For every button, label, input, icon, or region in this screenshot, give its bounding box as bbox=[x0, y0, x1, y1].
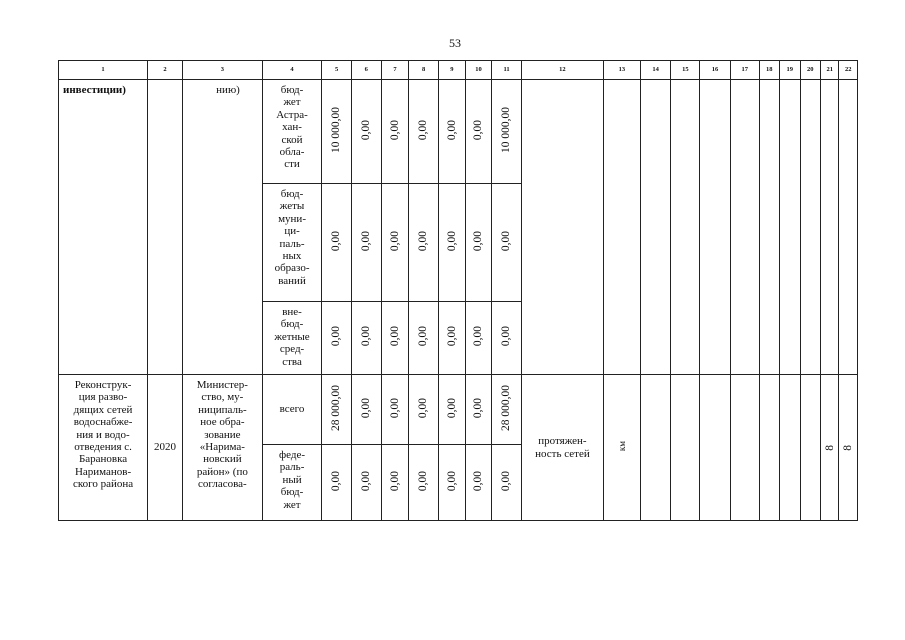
value-text: 0,00 bbox=[388, 397, 401, 418]
unit-cell bbox=[603, 375, 640, 521]
value-cell bbox=[465, 80, 492, 184]
value-text: 0,00 bbox=[445, 230, 458, 251]
value-text: 0,00 bbox=[417, 230, 430, 251]
value-cell bbox=[439, 80, 466, 184]
table-row bbox=[59, 80, 858, 184]
empty-cell bbox=[671, 80, 700, 375]
header-cell: 16 bbox=[700, 61, 731, 80]
value-text: 0,00 bbox=[445, 470, 458, 491]
value-cell bbox=[492, 302, 522, 375]
value-text: 0,00 bbox=[472, 326, 485, 347]
header-row bbox=[59, 61, 858, 80]
value-cell bbox=[492, 445, 522, 521]
header-cell: 9 bbox=[439, 61, 466, 80]
value-text: 28 000,00 bbox=[500, 384, 513, 431]
value-cell bbox=[465, 375, 492, 445]
value-cell bbox=[322, 302, 352, 375]
value-cell bbox=[492, 184, 522, 302]
value-cell bbox=[821, 375, 839, 521]
funding-source-cell: вне- бюд- жетные сред- ства bbox=[262, 302, 321, 375]
empty-cell bbox=[700, 80, 731, 375]
indicator-cell bbox=[521, 80, 603, 375]
value-cell bbox=[439, 302, 466, 375]
value-text: 0,00 bbox=[417, 119, 430, 140]
empty-cell bbox=[730, 80, 759, 375]
value-text: 0,00 bbox=[388, 470, 401, 491]
value-text: 0,00 bbox=[330, 470, 343, 491]
value-cell bbox=[439, 184, 466, 302]
header-cell: 20 bbox=[800, 61, 820, 80]
value-cell bbox=[381, 184, 409, 302]
value-cell bbox=[409, 302, 439, 375]
value-cell bbox=[322, 375, 352, 445]
value-cell bbox=[465, 302, 492, 375]
value-cell bbox=[409, 184, 439, 302]
header-cell: 2 bbox=[148, 61, 183, 80]
header-cell: 5 bbox=[322, 61, 352, 80]
value-cell bbox=[351, 184, 381, 302]
value-text: 0,00 bbox=[500, 230, 513, 251]
value-text: 0,00 bbox=[500, 470, 513, 491]
empty-cell bbox=[640, 80, 671, 375]
project-name-cell: инвестиции) bbox=[59, 80, 148, 375]
year-cell: 2020 bbox=[148, 375, 183, 521]
executor-cell: Министер- ство, му- ниципаль- ное обра- зование «Нарима- новский район» (по согласова- bbox=[182, 375, 262, 521]
header-cell: 19 bbox=[780, 61, 800, 80]
value-text: 0,00 bbox=[500, 326, 513, 347]
unit-cell bbox=[603, 80, 640, 375]
header-cell: 21 bbox=[821, 61, 839, 80]
value-text: 0,00 bbox=[360, 397, 373, 418]
value-text: 8 bbox=[842, 444, 855, 451]
empty-cell bbox=[800, 80, 820, 375]
value-cell bbox=[322, 445, 352, 521]
header-cell: 11 bbox=[492, 61, 522, 80]
value-text: 10 000,00 bbox=[330, 106, 343, 153]
table-row bbox=[59, 375, 858, 445]
value-text: 0,00 bbox=[417, 326, 430, 347]
empty-cell bbox=[821, 80, 839, 375]
empty-cell bbox=[780, 80, 800, 375]
value-text: 8 bbox=[823, 444, 836, 451]
empty-cell bbox=[759, 375, 779, 521]
value-text: 0,00 bbox=[388, 230, 401, 251]
value-cell bbox=[351, 80, 381, 184]
value-cell bbox=[409, 80, 439, 184]
header-cell: 12 bbox=[521, 61, 603, 80]
header-cell: 3 bbox=[182, 61, 262, 80]
value-cell bbox=[381, 80, 409, 184]
funding-source-cell: бюд- жеты муни- ци- паль- ных образо- ваний bbox=[262, 184, 321, 302]
value-cell bbox=[381, 375, 409, 445]
header-cell: 18 bbox=[759, 61, 779, 80]
value-text: 0,00 bbox=[388, 326, 401, 347]
value-cell bbox=[351, 302, 381, 375]
value-text: 10 000,00 bbox=[500, 106, 513, 153]
value-text: 0,00 bbox=[472, 397, 485, 418]
header-cell: 14 bbox=[640, 61, 671, 80]
value-cell bbox=[409, 375, 439, 445]
value-cell bbox=[492, 80, 522, 184]
value-text: 0,00 bbox=[360, 326, 373, 347]
value-text: 0,00 bbox=[472, 230, 485, 251]
header-cell: 22 bbox=[839, 61, 858, 80]
budget-table bbox=[58, 60, 858, 521]
year-cell bbox=[148, 80, 183, 375]
value-cell bbox=[439, 445, 466, 521]
project-name-cell: Реконструк- ция разво- дящих сетей водоснабже- ния и водо- отведения с. Барановка Нариманов- ского района bbox=[59, 375, 148, 521]
empty-cell bbox=[780, 375, 800, 521]
page-number: 53 bbox=[449, 36, 461, 50]
funding-source-cell: феде- раль- ный бюд- жет bbox=[262, 445, 321, 521]
header-cell: 4 bbox=[262, 61, 321, 80]
value-text: 0,00 bbox=[360, 119, 373, 140]
header-cell: 7 bbox=[381, 61, 409, 80]
header-cell: 1 bbox=[59, 61, 148, 80]
value-cell bbox=[839, 375, 858, 521]
empty-cell bbox=[640, 375, 671, 521]
value-text: 0,00 bbox=[360, 230, 373, 251]
header-cell: 15 bbox=[671, 61, 700, 80]
value-text: 0,00 bbox=[472, 119, 485, 140]
value-text: 0,00 bbox=[360, 470, 373, 491]
empty-cell bbox=[800, 375, 820, 521]
value-text: 0,00 bbox=[417, 470, 430, 491]
value-cell bbox=[351, 445, 381, 521]
value-cell bbox=[465, 445, 492, 521]
unit-text: км bbox=[616, 440, 627, 451]
value-cell bbox=[381, 445, 409, 521]
empty-cell bbox=[730, 375, 759, 521]
header-cell: 17 bbox=[730, 61, 759, 80]
funding-source-cell: бюд- жет Астра- хан- ской обла- сти bbox=[262, 80, 321, 184]
header-cell: 6 bbox=[351, 61, 381, 80]
value-text: 0,00 bbox=[417, 397, 430, 418]
value-text: 0,00 bbox=[330, 230, 343, 251]
value-cell bbox=[439, 375, 466, 445]
value-cell bbox=[465, 184, 492, 302]
value-cell bbox=[492, 375, 522, 445]
header-cell: 8 bbox=[409, 61, 439, 80]
header-cell: 10 bbox=[465, 61, 492, 80]
value-text: 0,00 bbox=[445, 119, 458, 140]
header-cell: 13 bbox=[603, 61, 640, 80]
empty-cell bbox=[700, 375, 731, 521]
indicator-cell: протяжен- ность сетей bbox=[521, 375, 603, 521]
value-text: 0,00 bbox=[330, 326, 343, 347]
value-cell bbox=[409, 445, 439, 521]
funding-source-cell: всего bbox=[262, 375, 321, 445]
empty-cell bbox=[759, 80, 779, 375]
empty-cell bbox=[671, 375, 700, 521]
value-text: 0,00 bbox=[472, 470, 485, 491]
value-cell bbox=[322, 184, 352, 302]
value-cell bbox=[322, 80, 352, 184]
value-text: 0,00 bbox=[445, 326, 458, 347]
value-text: 0,00 bbox=[445, 397, 458, 418]
value-cell bbox=[351, 375, 381, 445]
empty-cell bbox=[839, 80, 858, 375]
executor-cell: нию) bbox=[182, 80, 262, 375]
value-cell bbox=[381, 302, 409, 375]
value-text: 0,00 bbox=[388, 119, 401, 140]
value-text: 28 000,00 bbox=[330, 384, 343, 431]
